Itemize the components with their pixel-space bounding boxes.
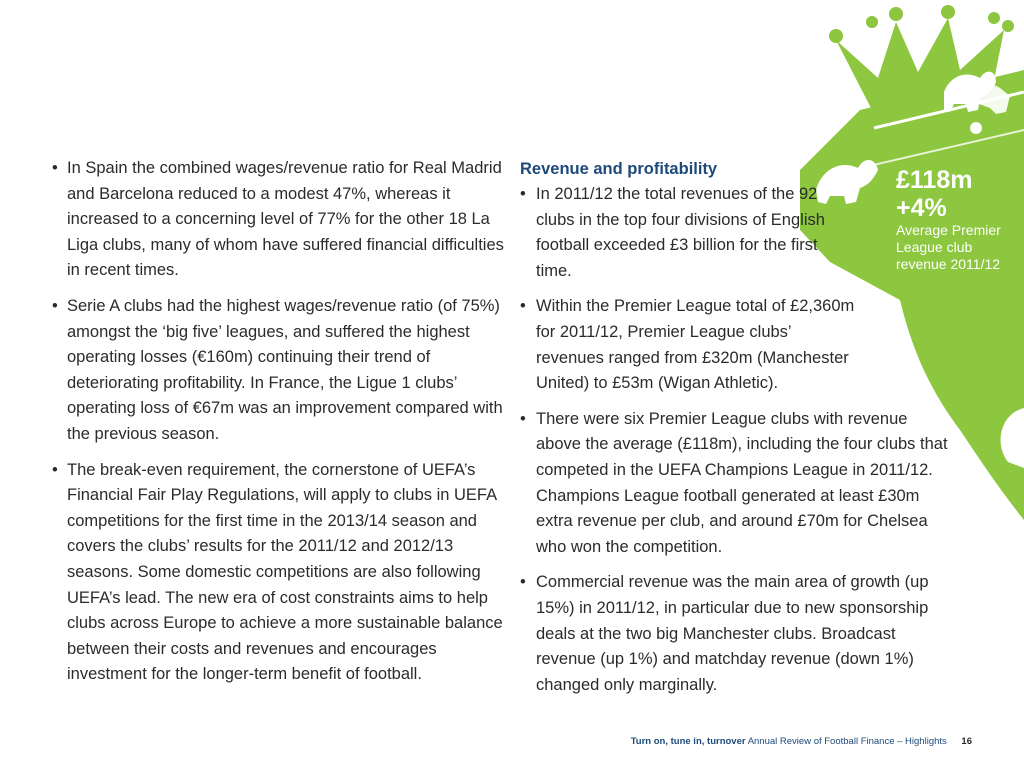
- stat-callout: [896, 166, 1022, 273]
- page-footer: [631, 736, 972, 747]
- right-bullet-4: • Commercial revenue was the main area of growth (up 15%) in 2011/12, in particular due to new sponsorship deals at the two big Manchester clubs. Broadcast revenue (up 1%) and matchday revenue (down 1%) changed only marginally.: [520, 570, 956, 698]
- left-bullet-1: • In Spain the combined wages/revenue ratio for Real Madrid and Barcelona reduced to a modest 47%, whereas it increased to a concerning level of 77% for the other 18 La Liga clubs, many of whom have suffered financial difficulties in recent times.: [52, 156, 512, 284]
- page-number: 16: [961, 736, 972, 747]
- footer-title-bold: Turn on, tune in, turnover: [630, 736, 746, 747]
- section-heading: Revenue and profitability: [520, 160, 718, 178]
- stat-caption: Average Premier League club revenue 2011/12: [896, 222, 1001, 272]
- left-bullet-3: • The break-even requirement, the cornerstone of UEFA’s Financial Fair Play Regulations, will apply to clubs in UEFA competitions for the first time in the 2013/14 season and covers the clubs’ results for the 2011/12 and 2012/13 seasons. Some domestic competitions are also following UEFA’s lead. The new era of cost constraints aims to help clubs across Europe to achieve a more sustainable balance between their costs and revenues and encourages investment for the longer-term benefit of football.: [52, 458, 512, 688]
- footer-title-rest: Annual Review of Football Finance – Highlights: [747, 736, 947, 747]
- left-column: [52, 156, 512, 698]
- stat-value: £118m: [896, 166, 973, 194]
- right-bullet-2: • Within the Premier League total of £2,360m for 2011/12, Premier League clubs’ revenues ranged from £320m (Manchester United) to £53m (Wigan Athletic).: [520, 294, 856, 396]
- stat-change: +4%: [896, 194, 947, 222]
- right-bullet-3: • There were six Premier League clubs with revenue above the average (£118m), including the four clubs that competed in the UEFA Champions League in 2011/12. Champions League football generated at least £30m extra revenue per club, and around £70m for Chelsea who won the competition.: [520, 407, 956, 561]
- right-bullet-1: • In 2011/12 the total revenues of the 92 clubs in the top four divisions of English football exceeded £3 billion for the first time.: [520, 182, 836, 284]
- right-column: [520, 156, 960, 708]
- left-bullet-2: • Serie A clubs had the highest wages/revenue ratio (of 75%) amongst the ‘big five’ leagues, and suffered the highest operating losses (€160m) continuing their trend of deteriorating profitability. In France, the Ligue 1 clubs’ operating loss of €67m was an improvement compared with the previous season.: [52, 294, 512, 448]
